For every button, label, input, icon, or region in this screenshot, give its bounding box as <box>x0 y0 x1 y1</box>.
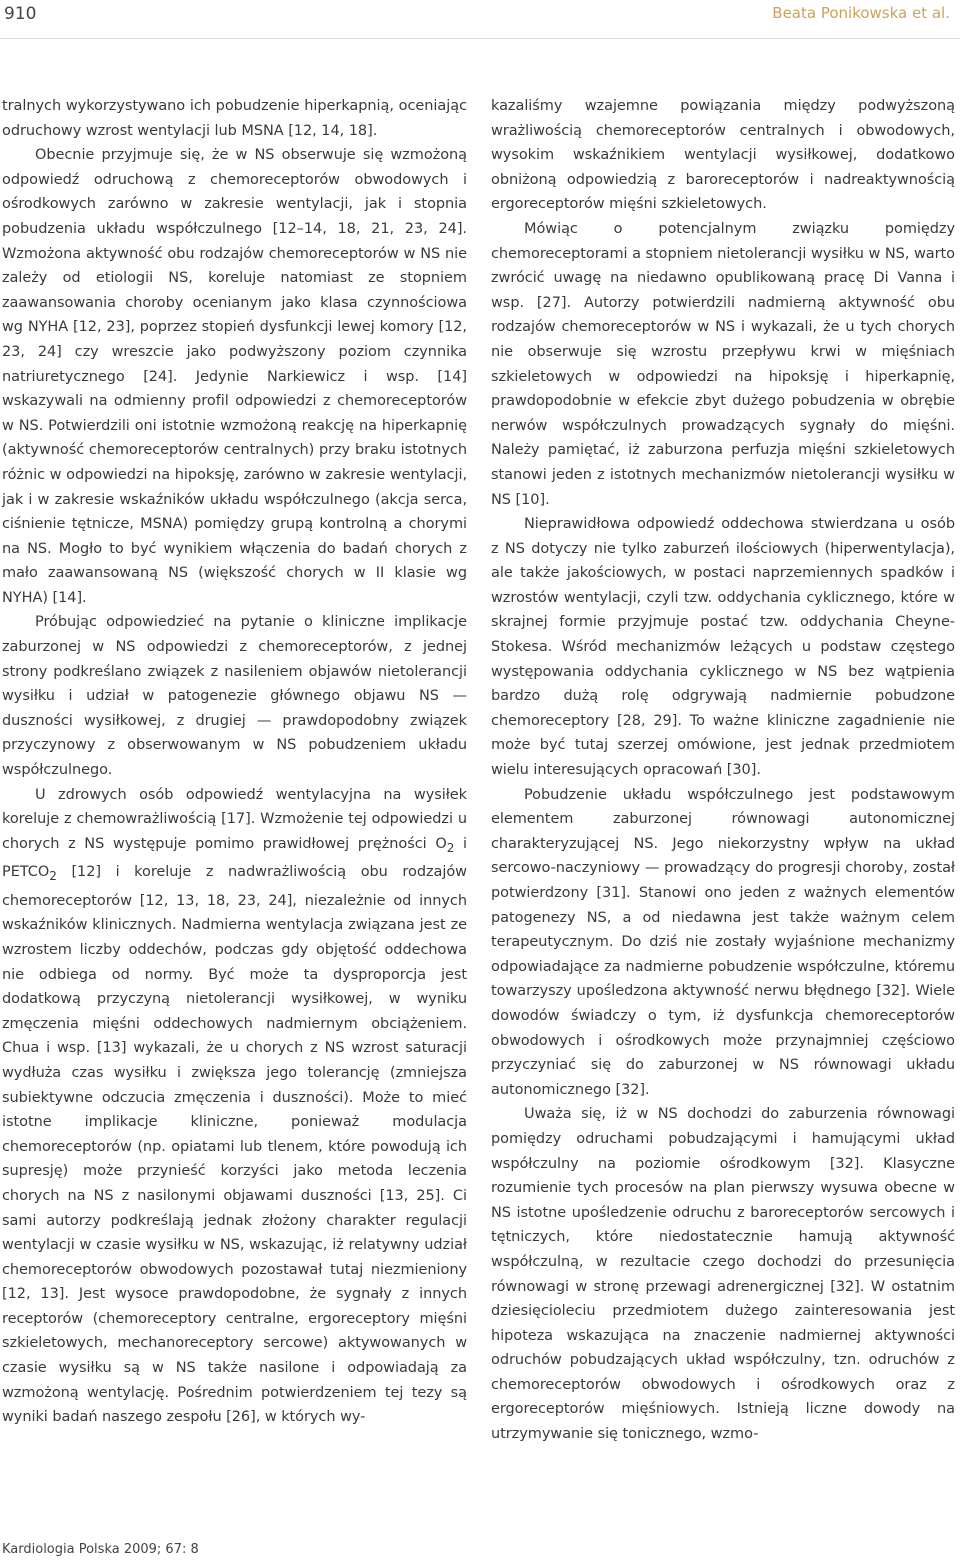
header-divider <box>0 38 960 39</box>
paragraph: Obecnie przyjmuje się, że w NS obserwuje się wzmożoną odpowiedź odruchową z chemoreceptorów obwodowych i ośrodkowych zarówno w zakresie wentylacji, jak i stopnia pobudzenia układu współczulnego [12–14, 18, 21, 23, 24]. Wzmożona aktywność obu rodzajów chemoreceptorów w NS nie zależy od etiologii NS, koreluje natomiast ze stopniem zaawansowania choroby ocenianym jako klasa czynnościowa wg NYHA [12, 23], poprzez stopień dysfunkcji lewej komory [12, 23, 24] czy wreszcie jako podwyższony poziom czynnika natriuretycznego [24]. Jedynie Narkiewicz i wsp. [14] wskazywali na odmienny profil odpowiedzi z chemoreceptorów w NS. Potwierdzili oni istotnie wzmożoną reakcję na hiperkapnię (aktywność chemoreceptorów centralnych) przy braku istotnych różnic w odpowiedzi na hipoksję, zarówno w zakresie wentylacji, jak i w zakresie wskaźników układu współczulnego (akcja serca, ciśnienie tętnicze, MSNA) pomiędzy grupą kontrolną a chorymi na NS. Mogło to być wynikiem włączenia do badań chorych z mało zaawansowaną NS (większość chorych w II klasie wg NYHA) [14]. <box>2 147 467 606</box>
paragraph: Pobudzenie układu współczulnego jest podstawowym elementem zaburzonej równowagi autonomicznej charakteryzującej NS. Jego niekorzystny wpływ na układ sercowo-naczyniowy — prowadzący do progresji choroby, został potwierdzony [31]. Stanowi ono jeden z ważnych elementów patogenezy NS, a od niedawna jest także ważnym celem terapeutycznym. Do dziś nie zostały wyjaśnione mechanizmy odpowiadające za nadmierne pobudzenie współczulne, któremu towarzyszy upośledzona aktywność nerwu błędnego [32]. Wiele dowodów świadczy o tym, iż dysfunkcja chemoreceptorów obwodowych i ośrodkowych może przynajmniej częściowo przyczyniać się do zaburzonej w NS równowagi układu autonomicznego [32]. <box>491 786 955 1098</box>
paragraph: kazaliśmy wzajemne powiązania między podwyższoną wrażliwością chemoreceptorów centralnych i obwodowych, wysokim wskaźnikiem wentylacji wysiłkowej, dodatkowo obniżoną odpowiedzią z baroreceptorów i nadreaktywnością ergoreceptorów mięśni szkieletowych. <box>491 98 955 213</box>
text-run: U zdrowych osób odpowiedź wentylacyjna na wysiłek koreluje z chemowrażliwością [17]. Wzmożenie tej odpowiedzi u chorych z NS występuje pomimo prawidłowej prężności O <box>2 786 467 852</box>
paragraph: Uważa się, iż w NS dochodzi do zaburzenia równowagi pomiędzy odruchami pobudzającymi i hamującymi układ współczulny na poziomie ośrodkowym [32]. Klasyczne rozumienie tych procesów na plan pierwszy wysuwa obecne w NS istotne upośledzenie odruchu z baroreceptorów sercowych i tętniczych, które niedostatecznie hamują aktywność współczulną, w rezultacie czego dochodzi do przesunięcia równowagi w stronę przewagi adrenergicznej [32]. W ostatnim dziesięcioleciu przedmiotem dużego zainteresowania jest hipoteza wskazująca na znaczenie nadmiernej aktywności odruchów pobudzających układ współczulny, tzn. odruchów z chemoreceptorów obwodowych i ośrodkowych oraz z ergoreceptorów mięśniowych. Istnieją liczne dowody na utrzymywanie się tonicznego, wzmo- <box>491 1106 955 1443</box>
subscript: 2 <box>446 840 455 855</box>
paragraph: Nieprawidłowa odpowiedź oddechowa stwierdzana u osób z NS dotyczy nie tylko zaburzeń ilościowych (hiperwentylacja), ale także jakościowych, w postaci naprzemiennych spadków i wzrostów wentylacji, czyli tzw. oddychania cyklicznego, które w skrajnej formie przyjmuje postać tzw. oddychania Cheyne-Stokesa. Wśród mechanizmów leżących u podstaw częstego występowania oddychania cyklicznego w NS bez wątpienia bardzo dużą rolę odgrywają nadmiernie pobudzone chemoreceptory [28, 29]. To ważne kliniczne zagadnienie nie może być tutaj szerzej omówione, jest jednak przedmiotem wielu interesujących opracowań [30]. <box>491 516 955 779</box>
text-run: [12] i koreluje z nadwrażliwością obu rodzajów chemoreceptorów [12, 13, 18, 23, 24], niezależnie od innych wskaźników klinicznych. Nadmierna wentylacja związana jest ze wzrostem liczby oddechów, podczas gdy objętość oddechowa nie odbiega od normy. Być może ta dysproporcja jest dodatkową przyczyną nietolerancji wysiłkowej, w wyniku zmęczenia mięśni oddechowych nadmiernym obciążeniem. Chua i wsp. [13] wykazali, że u chorych z NS wzrost saturacji wydłuża czas wysiłku i zwiększa jego tolerancję (zmniejsza subiektywne odczucia zmęczenia i duszności). Może to mieć istotne implikacje kliniczne, ponieważ modulacja chemoreceptorów (np. opiatami lub tlenem, które powodują ich supresję) może przynieść korzyści jako metoda leczenia chorych na NS z nasilonymi objawami duszności [13, 25]. Ci sami autorzy podkreślają jednak złożony charakter regulacji wentylacji w czasie wysiłku w NS, wskazując, iż relatywny udział chemoreceptorów obwodowych pozostawał tutaj niezmieniony [12, 13]. Jest wysoce prawdopodobne, że sygnały z innych receptorów (chemoreceptory centralne, ergoreceptory mięśni szkieletowych, mechanoreceptory sercowe) aktywowanych w czasie wysiłku są w NS także nasilone i odpowiadają za wzmożoną wentylację. Pośrednim potwierdzeniem tej tezy są wyniki badań naszego zespołu [26], w których wy- <box>2 864 467 1426</box>
paragraph <box>2 783 467 1430</box>
page-number: 910 <box>4 4 37 24</box>
text-run: i PETCO <box>2 835 468 881</box>
paragraph: Próbując odpowiedzieć na pytanie o kliniczne implikacje zaburzonej w NS odpowiedzi z chemoreceptorów, z jednej strony podkreślano związek z nasileniem objawów nietolerancji wysiłku i udział w patogenezie głównego objawu NS — duszności wysiłkowej, z drugiej — prawdopodobny związek przyczynowy z obserwowanym w NS pobudzeniem układu współczulnego. <box>2 614 467 779</box>
paragraph: Mówiąc o potencjalnym związku pomiędzy chemoreceptorami a stopniem nietolerancji wysiłku w NS, warto zwrócić uwagę na niedawno opublikowaną pracę Di Vanna i wsp. [27]. Autorzy potwierdzili nadmierną aktywność obu rodzajów chemoreceptorów w NS i wykazali, że u tych chorych nie obserwuje się wzrostu przepływu krwi w mięśniach szkieletowych w odpowiedzi na hipoksję i hiperkapnię, prawdopodobnie w efekcie zbyt dużego pobudzenia w obrębie nerwów współczulnych prowadzących sygnały do mięśni. Należy pamiętać, iż zaburzona perfuzja mięśni szkieletowych stanowi jeden z istotnych mechanizmów nietolerancji wysiłku w NS [10]. <box>491 220 955 508</box>
subscript: 2 <box>49 869 57 884</box>
running-head-author: Beata Ponikowska et al. <box>772 4 950 22</box>
journal-citation: Kardiologia Polska 2009; 67: 8 <box>2 1542 199 1557</box>
right-column <box>491 94 955 1447</box>
left-column <box>2 94 467 1430</box>
paragraph: tralnych wykorzystywano ich pobudzenie hiperkapnią, oceniając odruchowy wzrost wentylacji lub MSNA [12, 14, 18]. <box>2 98 467 139</box>
